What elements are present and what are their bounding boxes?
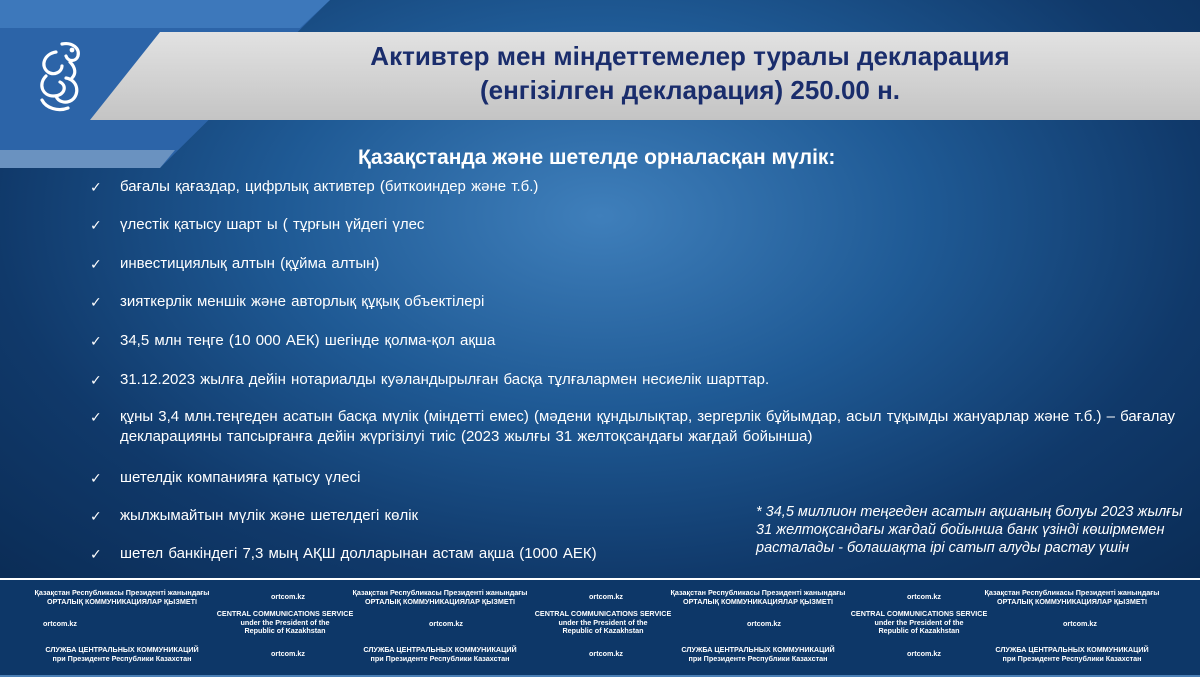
footer-en-name: CENTRAL COMMUNICATIONS SERVICE under the President of the Republic of Kazakhstan xyxy=(216,609,354,635)
check-icon: ✓ xyxy=(90,508,102,524)
list-item xyxy=(90,407,1190,447)
list-item xyxy=(90,370,1190,390)
footer-en-name: CENTRAL COMMUNICATIONS SERVICE under the President of the Republic of Kazakhstan xyxy=(534,609,672,635)
footer-site: ortcom.kz xyxy=(429,619,463,628)
footer-site: ortcom.kz xyxy=(43,619,77,628)
list-item-text: шетелдік компанияға қатысу үлесі xyxy=(120,469,361,486)
footer-site: ortcom.kz xyxy=(589,592,623,601)
footer-site: ortcom.kz xyxy=(271,649,305,658)
list-item xyxy=(90,254,1190,274)
footer-ru-name: СЛУЖБА ЦЕНТРАЛЬНЫХ КОММУНИКАЦИЙ при Президенте Республики Казахстан xyxy=(681,645,835,663)
list-item xyxy=(90,177,1190,197)
list-item-text: құны 3,4 млн.теңгеден асатын басқа мүлік (міндетті емес) (мәдени құндылықтар, зергерлік бұйымдар, асыл тұқымды жануарлар және т.б.) – бағалау декларацияны тапсырғанға дейін жүргізілуі тиіс (2023 жылғы 31 желтоқсандағы жағдай бойынша) xyxy=(120,408,1175,445)
page-title xyxy=(190,39,1190,107)
footer-kz-name: Қазақстан Республикасы Президенті жанындағы ОРТАЛЫҚ КОММУНИКАЦИЯЛАР ҚЫЗМЕТІ xyxy=(984,588,1160,606)
page-title-line-1: Активтер мен міндеттемелер туралы декларация xyxy=(370,41,1010,71)
list-item-text: 31.12.2023 жылға дейін нотариалды куәландырылған басқа тұлғалармен несиелік шарттар. xyxy=(120,371,770,388)
footnote: * 34,5 миллион теңгеден асатын ақшаның болуы 2023 жылғы 31 желтоқсандағы жағдай бойынша банк үзінді көшірмемен расталады - болашақта ірі сатып алуды растау үшін xyxy=(756,504,1183,556)
check-icon: ✓ xyxy=(90,470,102,486)
list-item xyxy=(90,215,1190,235)
list-item xyxy=(90,468,1190,488)
list-item-text: бағалы қағаздар, цифрлық активтер (биткоиндер және т.б.) xyxy=(120,178,539,195)
list-item-text: зияткерлік меншік және авторлық құқық объектілері xyxy=(120,293,485,310)
footer-site: ortcom.kz xyxy=(589,649,623,658)
check-icon: ✓ xyxy=(90,546,102,562)
list-item xyxy=(90,331,1190,351)
check-icon: ✓ xyxy=(90,409,102,425)
check-icon: ✓ xyxy=(90,372,102,388)
footer-site: ortcom.kz xyxy=(907,649,941,658)
footer-kz-name: Қазақстан Республикасы Президенті жанындағы ОРТАЛЫҚ КОММУНИКАЦИЯЛАР ҚЫЗМЕТІ xyxy=(670,588,846,606)
footer-ru-name: СЛУЖБА ЦЕНТРАЛЬНЫХ КОММУНИКАЦИЙ при Президенте Республики Казахстан xyxy=(995,645,1149,663)
list-item-text: шетел банкіндегі 7,3 мың АҚШ долларынан астам ақша (1000 АЕК) xyxy=(120,545,597,562)
list-item-text: үлестік қатысу шарт ы ( тұрғын үйдегі үлес xyxy=(120,216,425,233)
footer-site: ortcom.kz xyxy=(271,592,305,601)
check-icon: ✓ xyxy=(90,333,102,349)
list-item-text: жылжымайтын мүлік және шетелдегі көлік xyxy=(120,507,419,524)
snow-leopard-emblem-icon xyxy=(32,38,84,114)
footer-site: ortcom.kz xyxy=(747,619,781,628)
section-heading: Қазақстанда және шетелде орналасқан мүлік: xyxy=(358,146,836,169)
page-title-line-2: (енгізілген декларация) 250.00 н. xyxy=(479,75,901,105)
footer-site: ortcom.kz xyxy=(907,592,941,601)
check-icon: ✓ xyxy=(90,179,102,195)
check-icon: ✓ xyxy=(90,294,102,310)
list-item xyxy=(90,292,1190,312)
footer-site: ortcom.kz xyxy=(1063,619,1097,628)
list-item-text: 34,5 млн теңге (10 000 АЕК) шегінде қолма-қол ақша xyxy=(120,332,496,349)
footer-kz-name: Қазақстан Республикасы Президенті жанындағы ОРТАЛЫҚ КОММУНИКАЦИЯЛАР ҚЫЗМЕТІ xyxy=(352,588,528,606)
footer-ru-name: СЛУЖБА ЦЕНТРАЛЬНЫХ КОММУНИКАЦИЙ при Президенте Республики Казахстан xyxy=(363,645,517,663)
footer-en-name: CENTRAL COMMUNICATIONS SERVICE under the President of the Republic of Kazakhstan xyxy=(850,609,988,635)
list-item-text: инвестициялық алтын (құйма алтын) xyxy=(120,255,380,272)
footer-kz-name: Қазақстан Республикасы Президенті жанындағы ОРТАЛЫҚ КОММУНИКАЦИЯЛАР ҚЫЗМЕТІ xyxy=(34,588,210,606)
check-icon: ✓ xyxy=(90,256,102,272)
footer-ru-name: СЛУЖБА ЦЕНТРАЛЬНЫХ КОММУНИКАЦИЙ при Президенте Республики Казахстан xyxy=(45,645,199,663)
check-icon: ✓ xyxy=(90,217,102,233)
footer-branding xyxy=(0,578,1200,677)
